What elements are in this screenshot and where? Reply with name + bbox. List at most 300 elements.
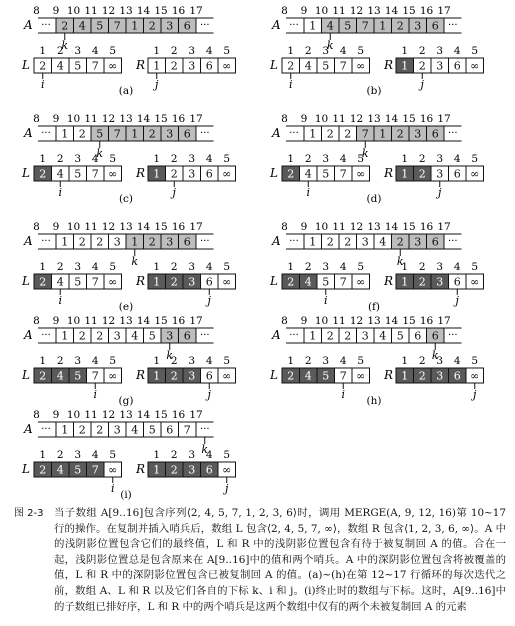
a-cell-value: 1 [379, 127, 387, 141]
a-cell-value: 2 [344, 127, 352, 141]
l-index-label: 2 [56, 449, 64, 461]
r-index-label: 2 [170, 261, 178, 273]
a-index-label: 13 [119, 221, 133, 233]
a-cell-value: 1 [61, 329, 69, 343]
l-index-label: 5 [357, 355, 365, 367]
ellipsis-left: ··· [289, 330, 299, 341]
l-cell-value: 5 [322, 369, 330, 383]
a-cell-value: 4 [78, 19, 86, 33]
l-index-label: 2 [304, 45, 312, 57]
array-a-label: A [272, 18, 281, 32]
a-index-label: 13 [119, 409, 133, 421]
array-a-label: A [24, 126, 33, 140]
a-index-label: 10 [66, 221, 81, 233]
a-index-label: 17 [189, 221, 203, 233]
l-cell-value: 7 [91, 167, 99, 181]
ellipsis-right: ··· [447, 236, 458, 247]
r-index-label: 5 [471, 355, 479, 367]
r-index-label: 3 [188, 449, 196, 461]
r-cell-value: 6 [453, 275, 461, 289]
a-index-label: 12 [349, 315, 364, 327]
l-index-label: 2 [56, 153, 64, 165]
l-index-label: 4 [339, 355, 347, 367]
a-index-label: 13 [119, 113, 133, 125]
array-l-label: L [22, 274, 30, 288]
a-cell-value: 2 [396, 235, 404, 249]
r-index-label: 3 [436, 261, 444, 273]
figure-caption [14, 506, 506, 615]
a-index-label: 14 [136, 5, 151, 17]
l-cell-value: 4 [56, 59, 64, 73]
array-r-label: R [136, 274, 146, 288]
caption-text: 当子数组 A[9‥16]包含序列⟨2, 4, 5, 7, 1, 2, 3, 6⟩时，调用 MERGE(A, 9, 12, 16)第 10~17 行的操作。在复制并插入哨兵后，数组 L 包含⟨2, 4, 5, 7, ∞⟩，数组 R 包含⟨1, 2, 3, 6, ∞⟩。A 中的浅阴影位置包含它们的最终值，L 和 R 中的浅阴影位置包含有待于被复制回 A 的值。合在一起，浅阴影位置总是包含原来在 A[9‥16]中的值和两个哨兵。A 中的深阴影位置包含将被覆盖的值，L 和 R 中的深阴影位置包含已被复制回 A 的值。(a)~(h)在第 12~17 行循环的每次迭代之前，数组 A、L 和 R 以及它们各自的下标 k、i 和 j。(i)终止时的数组与下标。这时，A[9‥16]中的子数组已排好序，L 和 R 中的两个哨兵是这两个数组中仅有的两个未被复制回 A 的元素 [54, 507, 506, 613]
r-index-label: 1 [401, 355, 409, 367]
l-cell-value: 5 [74, 369, 82, 383]
r-index-label: 5 [223, 355, 231, 367]
a-cell-value: 3 [166, 127, 174, 141]
panel-caption: (c) [118, 193, 134, 205]
array-r-label: R [384, 166, 394, 180]
l-cell-value: ∞ [108, 463, 118, 477]
a-index-label: 15 [154, 5, 168, 17]
a-cell-value: 1 [61, 423, 69, 437]
k-pointer-label: k [201, 443, 209, 456]
l-index-label: 1 [287, 355, 295, 367]
a-cell-value: 2 [396, 19, 404, 33]
array-l-label: L [22, 368, 30, 382]
panel-caption: (e) [118, 301, 134, 313]
a-index-label: 10 [314, 113, 329, 125]
l-cell-value: 7 [339, 59, 347, 73]
a-cell-value: 1 [61, 127, 69, 141]
r-index-label: 5 [223, 153, 231, 165]
a-cell-value: 4 [131, 423, 139, 437]
a-cell-value: 1 [131, 19, 139, 33]
l-index-label: 3 [74, 355, 82, 367]
l-cell-value: 4 [56, 369, 64, 383]
l-cell-value: 5 [74, 275, 82, 289]
a-index-label: 8 [281, 221, 288, 233]
a-index-label: 15 [154, 409, 168, 421]
r-index-label: 5 [471, 261, 479, 273]
a-index-label: 13 [367, 113, 381, 125]
a-cell-value: 1 [131, 127, 139, 141]
r-cell-value: 6 [453, 369, 461, 383]
j-pointer-label: j [420, 78, 424, 91]
r-cell-value: 1 [153, 59, 161, 73]
r-cell-value: ∞ [222, 167, 232, 181]
a-cell-value: 6 [431, 127, 439, 141]
a-cell-value: 3 [113, 235, 121, 249]
a-index-label: 12 [101, 409, 116, 421]
r-cell-value: 3 [436, 59, 444, 73]
a-cell-value: 3 [361, 235, 369, 249]
i-pointer-label: i [93, 388, 98, 401]
ellipsis-right: ··· [447, 128, 458, 139]
r-index-label: 1 [401, 261, 409, 273]
r-index-label: 2 [418, 153, 426, 165]
a-cell-value: 2 [344, 235, 352, 249]
r-cell-value: 6 [205, 167, 213, 181]
r-cell-value: ∞ [222, 59, 232, 73]
l-cell-value: 5 [322, 275, 330, 289]
a-cell-value: 2 [396, 127, 404, 141]
a-index-label: 16 [171, 113, 186, 125]
l-cell-value: 2 [287, 369, 295, 383]
r-index-label: 5 [471, 45, 479, 57]
array-r-label: R [136, 58, 146, 72]
l-cell-value: ∞ [108, 275, 118, 289]
a-index-label: 9 [52, 5, 60, 17]
l-index-label: 4 [91, 449, 99, 461]
l-cell-value: 2 [39, 275, 47, 289]
ellipsis-right: ··· [199, 424, 210, 435]
step-panel-5 [21, 221, 236, 313]
r-cell-value: 2 [418, 369, 426, 383]
a-index-label: 11 [84, 409, 98, 421]
a-cell-value: 2 [78, 127, 86, 141]
panel-caption: (d) [366, 193, 382, 205]
a-index-label: 16 [171, 221, 186, 233]
array-a-label: A [24, 422, 33, 436]
r-index-label: 4 [453, 261, 461, 273]
l-cell-value: 2 [287, 59, 295, 73]
k-pointer-label: k [431, 349, 439, 362]
l-index-label: 2 [56, 355, 64, 367]
i-pointer-label: i [306, 186, 311, 199]
a-index-label: 12 [101, 5, 116, 17]
a-cell-value: 3 [414, 235, 422, 249]
k-pointer-label: k [396, 255, 404, 268]
r-cell-value: 2 [418, 59, 426, 73]
r-cell-value: ∞ [470, 369, 480, 383]
a-index-label: 16 [419, 315, 434, 327]
a-cell-value: 5 [148, 329, 156, 343]
a-index-label: 13 [119, 5, 133, 17]
l-cell-value: 7 [339, 167, 347, 181]
l-index-label: 1 [39, 355, 47, 367]
a-index-label: 11 [332, 315, 346, 327]
a-cell-value: 1 [309, 19, 317, 33]
l-index-label: 4 [339, 261, 347, 273]
array-a-label: A [24, 328, 33, 342]
array-l-label: L [22, 462, 30, 476]
ellipsis-left: ··· [289, 236, 299, 247]
a-index-label: 12 [349, 221, 364, 233]
ellipsis-right: ··· [199, 330, 210, 341]
a-cell-value: 6 [183, 19, 191, 33]
l-index-label: 5 [357, 261, 365, 273]
a-index-label: 11 [84, 315, 98, 327]
l-cell-value: ∞ [356, 275, 366, 289]
a-index-label: 14 [136, 315, 151, 327]
i-pointer-label: i [110, 482, 115, 495]
i-pointer-label: i [58, 186, 63, 199]
i-pointer-label: i [40, 78, 45, 91]
a-cell-value: 3 [166, 329, 174, 343]
ellipsis-right: ··· [199, 20, 210, 31]
r-cell-value: ∞ [470, 275, 480, 289]
a-cell-value: 3 [113, 329, 121, 343]
a-index-label: 15 [402, 315, 416, 327]
array-l-label: L [22, 58, 30, 72]
a-cell-value: 2 [148, 127, 156, 141]
a-index-label: 12 [349, 113, 364, 125]
r-index-label: 4 [205, 355, 213, 367]
l-index-label: 1 [39, 45, 47, 57]
r-index-label: 4 [453, 153, 461, 165]
l-cell-value: 7 [91, 369, 99, 383]
r-cell-value: 3 [436, 369, 444, 383]
r-cell-value: 6 [453, 167, 461, 181]
a-index-label: 8 [33, 221, 40, 233]
ellipsis-right: ··· [447, 330, 458, 341]
r-index-label: 3 [436, 355, 444, 367]
r-index-label: 3 [188, 261, 196, 273]
j-pointer-label: j [207, 294, 211, 307]
k-pointer-label: k [361, 147, 369, 160]
a-index-label: 17 [437, 315, 451, 327]
a-index-label: 11 [332, 221, 346, 233]
a-index-label: 17 [189, 315, 203, 327]
a-cell-value: 6 [183, 235, 191, 249]
a-index-label: 14 [384, 221, 399, 233]
array-l-label: L [270, 166, 278, 180]
l-index-label: 2 [304, 153, 312, 165]
step-panel-1 [21, 5, 236, 97]
a-cell-value: 4 [326, 19, 334, 33]
l-index-label: 1 [39, 153, 47, 165]
a-index-label: 8 [281, 5, 288, 17]
a-index-label: 8 [33, 409, 40, 421]
r-cell-value: 2 [170, 463, 178, 477]
array-a-label: A [272, 234, 281, 248]
r-cell-value: 3 [188, 167, 196, 181]
l-index-label: 4 [339, 153, 347, 165]
r-index-label: 3 [188, 45, 196, 57]
a-index-label: 10 [314, 5, 329, 17]
a-index-label: 11 [84, 221, 98, 233]
a-cell-value: 2 [148, 19, 156, 33]
l-index-label: 4 [91, 261, 99, 273]
l-index-label: 1 [287, 153, 295, 165]
a-index-label: 8 [281, 113, 288, 125]
a-index-label: 14 [384, 113, 399, 125]
a-cell-value: 2 [78, 329, 86, 343]
a-index-label: 10 [66, 315, 81, 327]
array-r-label: R [384, 274, 394, 288]
caption-label: 图 2-3 [14, 508, 44, 519]
panel-caption: (f) [367, 301, 381, 313]
r-index-label: 2 [418, 261, 426, 273]
l-cell-value: ∞ [108, 167, 118, 181]
a-cell-value: 6 [431, 329, 439, 343]
l-cell-value: 7 [339, 369, 347, 383]
l-cell-value: 5 [74, 463, 82, 477]
k-pointer-label: k [326, 39, 334, 52]
l-index-label: 2 [304, 261, 312, 273]
a-index-label: 17 [189, 5, 203, 17]
r-cell-value: 3 [188, 275, 196, 289]
r-index-label: 2 [170, 449, 178, 461]
l-index-label: 3 [322, 355, 330, 367]
l-cell-value: ∞ [356, 59, 366, 73]
r-cell-value: 6 [205, 463, 213, 477]
l-cell-value: 2 [39, 463, 47, 477]
l-cell-value: 2 [39, 369, 47, 383]
a-index-label: 14 [136, 221, 151, 233]
panel-caption: (a) [118, 85, 134, 97]
r-index-label: 2 [170, 153, 178, 165]
r-index-label: 1 [401, 153, 409, 165]
l-index-label: 3 [322, 153, 330, 165]
l-index-label: 5 [357, 153, 365, 165]
a-index-label: 8 [281, 315, 288, 327]
l-index-label: 1 [287, 45, 295, 57]
ellipsis-left: ··· [41, 330, 51, 341]
l-cell-value: 2 [39, 59, 47, 73]
a-cell-value: 7 [113, 127, 121, 141]
l-cell-value: 7 [339, 275, 347, 289]
l-cell-value: 7 [91, 463, 99, 477]
a-index-label: 15 [402, 113, 416, 125]
a-index-label: 9 [300, 113, 308, 125]
l-index-label: 3 [74, 153, 82, 165]
a-index-label: 12 [101, 315, 116, 327]
a-index-label: 16 [419, 113, 434, 125]
r-index-label: 4 [453, 355, 461, 367]
a-index-label: 9 [52, 409, 60, 421]
r-index-label: 3 [188, 355, 196, 367]
a-index-label: 15 [154, 113, 168, 125]
l-cell-value: 5 [322, 167, 330, 181]
a-index-label: 10 [66, 5, 81, 17]
l-index-label: 2 [56, 45, 64, 57]
a-cell-value: 2 [326, 235, 334, 249]
l-index-label: 5 [357, 45, 365, 57]
r-index-label: 1 [153, 355, 161, 367]
l-cell-value: 7 [91, 59, 99, 73]
a-cell-value: 7 [361, 127, 369, 141]
a-index-label: 12 [101, 221, 116, 233]
k-pointer-label: k [166, 349, 174, 362]
k-pointer-label: k [96, 147, 104, 160]
l-index-label: 4 [91, 153, 99, 165]
j-pointer-label: j [172, 186, 176, 199]
l-index-label: 5 [109, 261, 117, 273]
r-index-label: 3 [188, 153, 196, 165]
a-cell-value: 1 [131, 235, 139, 249]
r-cell-value: 3 [188, 463, 196, 477]
a-index-label: 10 [66, 113, 81, 125]
a-cell-value: 1 [379, 19, 387, 33]
a-index-label: 16 [419, 5, 434, 17]
a-index-label: 16 [419, 221, 434, 233]
r-cell-value: 1 [153, 167, 161, 181]
a-cell-value: 5 [396, 329, 404, 343]
a-cell-value: 1 [309, 235, 317, 249]
step-panel-4 [269, 113, 484, 205]
r-index-label: 1 [153, 449, 161, 461]
array-l-label: L [270, 274, 278, 288]
r-cell-value: 1 [153, 275, 161, 289]
a-index-label: 10 [314, 221, 329, 233]
step-panel-2 [269, 5, 484, 97]
r-cell-value: 3 [436, 275, 444, 289]
panel-caption: (h) [366, 395, 382, 407]
ellipsis-left: ··· [41, 236, 51, 247]
a-index-label: 14 [136, 409, 151, 421]
array-a-label: A [272, 126, 281, 140]
l-cell-value: 4 [56, 463, 64, 477]
ellipsis-right: ··· [199, 236, 210, 247]
array-r-label: R [136, 166, 146, 180]
array-l-label: L [270, 58, 278, 72]
i-pointer-label: i [341, 388, 346, 401]
l-index-label: 5 [109, 449, 117, 461]
a-index-label: 13 [119, 315, 133, 327]
i-pointer-label: i [58, 294, 63, 307]
r-cell-value: ∞ [470, 59, 480, 73]
l-cell-value: 7 [91, 275, 99, 289]
k-pointer-label: k [61, 39, 69, 52]
a-cell-value: 2 [78, 423, 86, 437]
a-cell-value: 7 [361, 19, 369, 33]
l-index-label: 4 [91, 45, 99, 57]
r-cell-value: 2 [170, 167, 178, 181]
ellipsis-left: ··· [41, 424, 51, 435]
j-pointer-label: j [155, 78, 159, 91]
a-index-label: 15 [402, 221, 416, 233]
a-cell-value: 3 [166, 235, 174, 249]
r-cell-value: 2 [170, 59, 178, 73]
l-index-label: 5 [109, 153, 117, 165]
array-r-label: R [136, 368, 146, 382]
r-cell-value: ∞ [222, 463, 232, 477]
r-index-label: 5 [223, 261, 231, 273]
r-cell-value: 1 [153, 369, 161, 383]
a-index-label: 12 [101, 113, 116, 125]
r-cell-value: 2 [418, 275, 426, 289]
a-cell-value: 2 [78, 235, 86, 249]
a-index-label: 15 [154, 221, 168, 233]
l-cell-value: 4 [304, 167, 312, 181]
r-cell-value: 3 [436, 167, 444, 181]
a-cell-value: 6 [166, 423, 174, 437]
a-cell-value: 4 [379, 235, 387, 249]
a-index-label: 17 [189, 113, 203, 125]
r-cell-value: 6 [205, 59, 213, 73]
r-cell-value: 1 [401, 369, 409, 383]
ellipsis-left: ··· [289, 128, 299, 139]
l-cell-value: 5 [74, 167, 82, 181]
a-cell-value: 6 [183, 329, 191, 343]
a-cell-value: 7 [113, 19, 121, 33]
j-pointer-label: j [438, 186, 442, 199]
a-index-label: 17 [437, 5, 451, 17]
l-cell-value: 4 [304, 275, 312, 289]
l-index-label: 3 [74, 449, 82, 461]
a-cell-value: 2 [96, 423, 104, 437]
l-cell-value: 2 [39, 167, 47, 181]
r-cell-value: 1 [401, 59, 409, 73]
r-index-label: 2 [170, 355, 178, 367]
r-cell-value: 3 [188, 59, 196, 73]
r-cell-value: 2 [170, 275, 178, 289]
r-index-label: 5 [223, 45, 231, 57]
a-cell-value: 3 [166, 19, 174, 33]
r-index-label: 5 [471, 153, 479, 165]
